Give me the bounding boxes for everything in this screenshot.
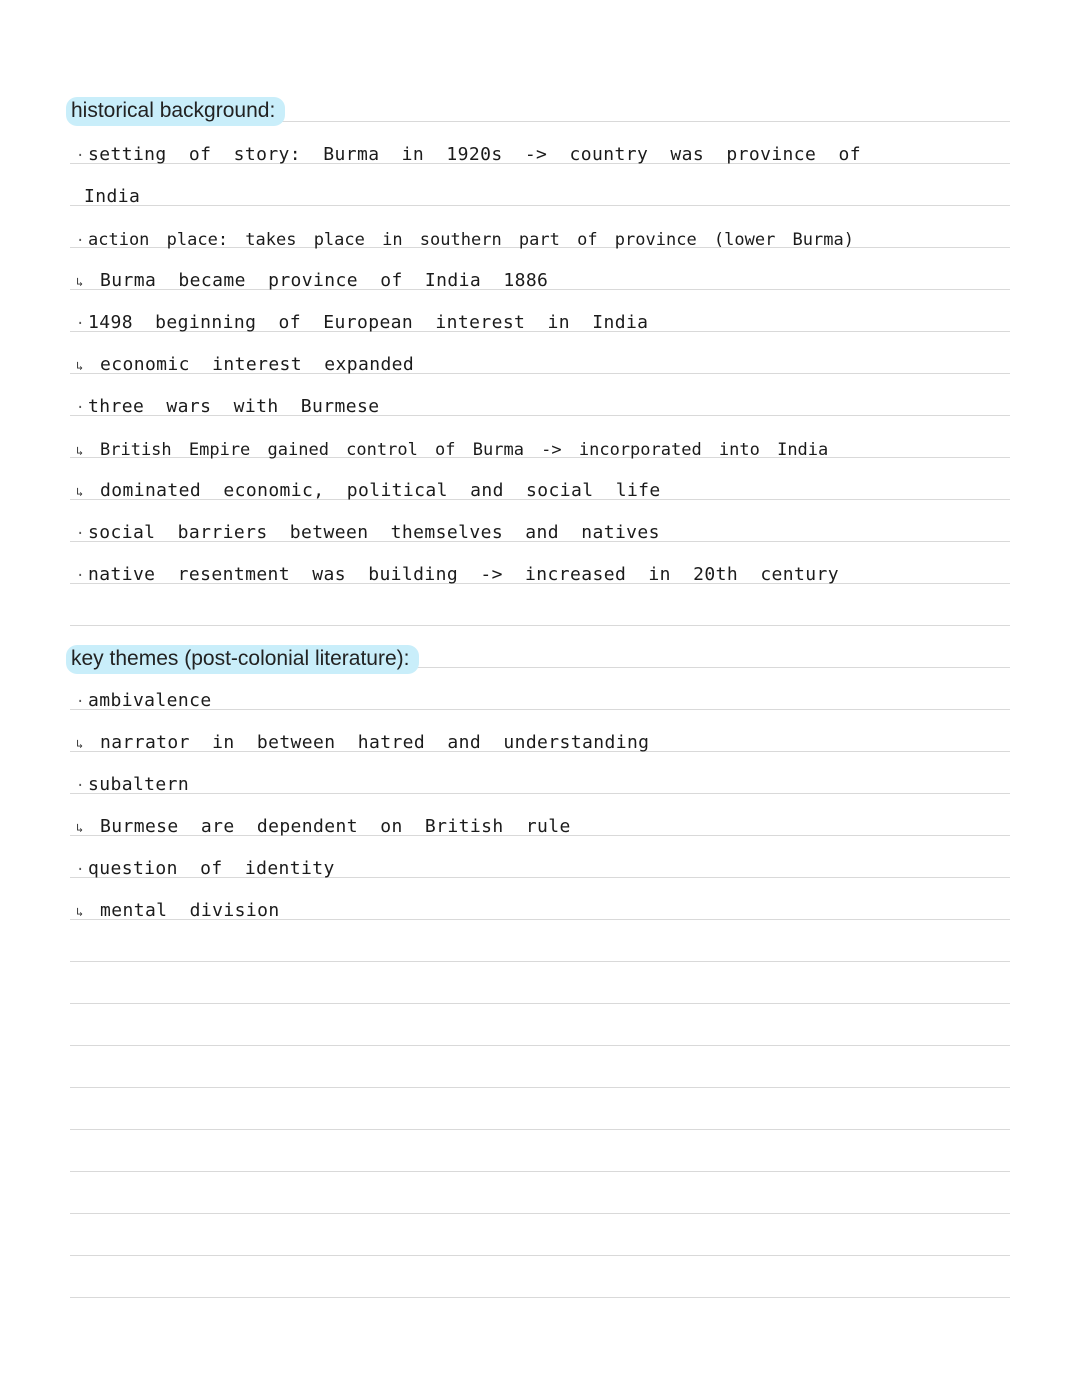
ruled-line	[70, 1045, 1010, 1046]
bullet-marker: ·	[76, 568, 85, 584]
bullet-marker: ·	[76, 778, 85, 794]
note-line	[76, 144, 861, 167]
note-line	[76, 774, 189, 797]
note-line	[76, 396, 379, 419]
ruled-line	[70, 1087, 1010, 1088]
note-text: 1498 beginning of European interest in India	[88, 312, 649, 333]
note-text: ambivalence	[88, 690, 212, 711]
sub-arrow-icon: ↳	[76, 905, 84, 919]
bullet-marker: ·	[76, 316, 85, 332]
sub-arrow-icon: ↳	[76, 359, 84, 373]
sub-arrow-icon: ↳	[76, 737, 84, 751]
note-text: British Empire gained control of Burma -> incorporated into India	[100, 440, 829, 460]
sub-arrow-icon: ↳	[76, 485, 84, 499]
note-line	[76, 816, 571, 839]
bullet-marker: ·	[76, 694, 85, 710]
ruled-line	[70, 1171, 1010, 1172]
note-line	[76, 439, 828, 462]
ruled-line	[70, 1129, 1010, 1130]
note-line	[76, 312, 648, 335]
note-text: India	[84, 186, 141, 207]
note-line	[76, 522, 660, 545]
ruled-line	[70, 961, 1010, 962]
note-text: social barriers between themselves and natives	[88, 522, 660, 543]
note-line	[76, 732, 649, 755]
bullet-marker: ·	[76, 400, 85, 416]
note-text: setting of story: Burma in 1920s -> country was province of	[88, 144, 861, 165]
ruled-line	[70, 1003, 1010, 1004]
note-line	[76, 900, 280, 923]
bullet-marker: ·	[76, 148, 85, 164]
note-line	[76, 229, 854, 252]
note-text: Burma became province of India 1886	[100, 270, 549, 291]
note-text: mental division	[100, 900, 280, 921]
ruled-line	[70, 1255, 1010, 1256]
sub-arrow-icon: ↳	[76, 444, 84, 458]
section-heading-key-themes: key themes (post-colonial literature):	[66, 645, 419, 674]
note-line	[76, 564, 839, 587]
note-line	[76, 858, 335, 881]
note-text: Burmese are dependent on British rule	[100, 816, 571, 837]
bullet-marker: ·	[76, 862, 85, 878]
ruled-line	[70, 625, 1010, 626]
note-line	[76, 354, 414, 377]
note-line	[76, 270, 548, 293]
ruled-line	[70, 1297, 1010, 1298]
note-text: subaltern	[88, 774, 190, 795]
section-heading-historical-background: historical background:	[66, 97, 285, 126]
note-text: three wars with Burmese	[88, 396, 380, 417]
sub-arrow-icon: ↳	[76, 821, 84, 835]
ruled-line	[70, 205, 1010, 206]
ruled-line	[70, 1213, 1010, 1214]
bullet-marker: ·	[76, 526, 85, 542]
note-line	[76, 690, 212, 713]
ruled-line	[70, 793, 1010, 794]
sub-arrow-icon: ↳	[76, 275, 84, 289]
bullet-marker: ·	[76, 233, 85, 249]
note-line	[84, 186, 140, 208]
note-text: action place: takes place in southern part of province (lower Burma)	[88, 230, 854, 250]
note-text: economic interest expanded	[100, 354, 415, 375]
note-text: question of identity	[88, 858, 335, 879]
note-text: native resentment was building -> increased in 20th century	[88, 564, 839, 585]
note-text: narrator in between hatred and understanding	[100, 732, 650, 753]
note-line	[76, 480, 661, 503]
note-text: dominated economic, political and social life	[100, 480, 661, 501]
